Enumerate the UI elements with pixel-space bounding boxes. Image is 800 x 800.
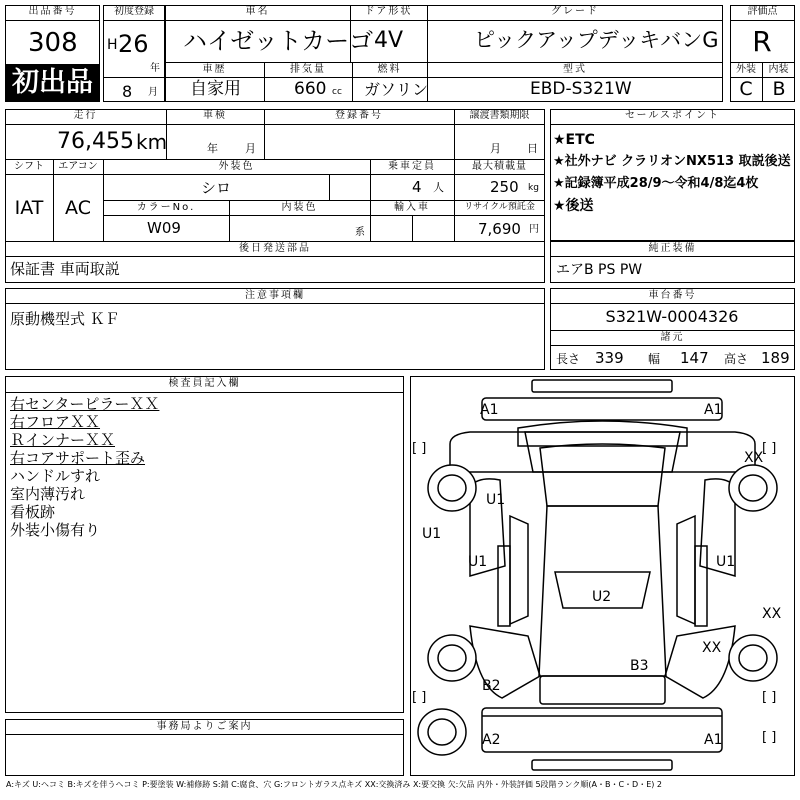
damage-u2: U2 xyxy=(592,589,612,605)
inspector-note: 外装小傷有り xyxy=(10,521,101,539)
sales-points-box xyxy=(550,109,795,241)
damage-u1: U1 xyxy=(716,554,736,570)
damage-a1: A1 xyxy=(704,402,723,418)
reg-month: 8 xyxy=(122,82,133,101)
bracket-label: [ ] xyxy=(412,441,427,456)
inspector-note: 室内薄汚れ xyxy=(10,485,86,503)
sales-point: ★後送 xyxy=(553,198,594,214)
damage-u1: U1 xyxy=(486,492,506,508)
inspector-note: ハンドルすれ xyxy=(10,467,101,485)
sales-point: ★記録簿平成28/9～令和4/8迄4枚 xyxy=(553,176,759,191)
chassis-number: S321W-0004326 xyxy=(605,307,739,326)
exterior-color: シロ xyxy=(200,179,232,197)
shift: IAT xyxy=(14,197,44,219)
width: 147 xyxy=(680,349,709,367)
length: 339 xyxy=(595,349,624,367)
vehicle-history: 自家用 xyxy=(190,79,241,99)
exterior-grade: C xyxy=(739,78,753,100)
damage-a1: A1 xyxy=(480,402,499,418)
damage-a2: A2 xyxy=(482,732,501,748)
color-number: W09 xyxy=(147,219,181,237)
recycle-deposit: 7,690 xyxy=(478,220,521,238)
door-type: 4V xyxy=(374,28,404,53)
model-code: EBD-S321W xyxy=(530,79,632,99)
fuel: ガソリン xyxy=(364,80,429,99)
damage-legend: A:キズ U:ヘコミ B:キズを伴うヘコミ P:要塗装 W:補修跡 S:錆 C:腐食、穴 G:フロントガラス点キズ XX:交換済み X:要交換 欠:欠品 内外・外装評価 5段階ランク順(A・B・C・D・E) 2 xyxy=(6,780,663,789)
bracket-label: [ ] xyxy=(762,441,777,456)
car-name: ハイゼットカーゴ xyxy=(183,27,374,55)
reg-year: 26 xyxy=(118,30,149,58)
displacement: 660 xyxy=(294,79,327,99)
mileage: 76,455 xyxy=(57,129,134,154)
damage-xx: XX xyxy=(744,450,764,466)
genuine-equipment: エアB PS PW xyxy=(556,262,643,278)
damage-b2: B2 xyxy=(482,678,501,694)
inspector-note: 右センターピラーＸＸ xyxy=(10,395,160,413)
damage-xx: XX xyxy=(762,606,782,622)
air-conditioner: AC xyxy=(65,197,91,219)
inspector-note: 看板跡 xyxy=(10,503,56,521)
inspector-note: 右コアサポート歪み xyxy=(10,449,146,467)
lot-header: 出品番号 xyxy=(28,6,77,17)
bracket-label: [ ] xyxy=(762,690,777,705)
interior-grade: B xyxy=(772,78,786,100)
sales-point: ★ETC xyxy=(553,132,595,148)
notes-text: 原動機型式 ＫＦ xyxy=(10,310,120,328)
damage-b3: B3 xyxy=(630,658,649,674)
damage-u1: U1 xyxy=(422,526,442,542)
inspector-note: ＲインナーＸＸ xyxy=(10,431,116,449)
sales-point: ★社外ナビ クラリオンNX513 取説後送 xyxy=(553,154,791,169)
capacity: 4 xyxy=(412,178,422,196)
inspector-note: 右フロアＸＸ xyxy=(10,413,101,431)
height: 189 xyxy=(761,349,790,367)
vehicle-damage-diagram xyxy=(410,376,795,776)
grade: ピックアップデッキバンG xyxy=(474,28,719,52)
max-load: 250 xyxy=(490,178,519,196)
first-listing-badge: 初出品 xyxy=(5,64,100,102)
lot-number: 308 xyxy=(28,28,78,58)
bracket-label: [ ] xyxy=(762,730,777,745)
damage-a1: A1 xyxy=(704,732,723,748)
later-shipped-parts: 保証書 車両取説 xyxy=(10,260,120,278)
damage-u1: U1 xyxy=(468,554,488,570)
damage-xx: XX xyxy=(702,640,722,656)
overall-score: R xyxy=(752,25,772,58)
bracket-label: [ ] xyxy=(412,690,427,705)
